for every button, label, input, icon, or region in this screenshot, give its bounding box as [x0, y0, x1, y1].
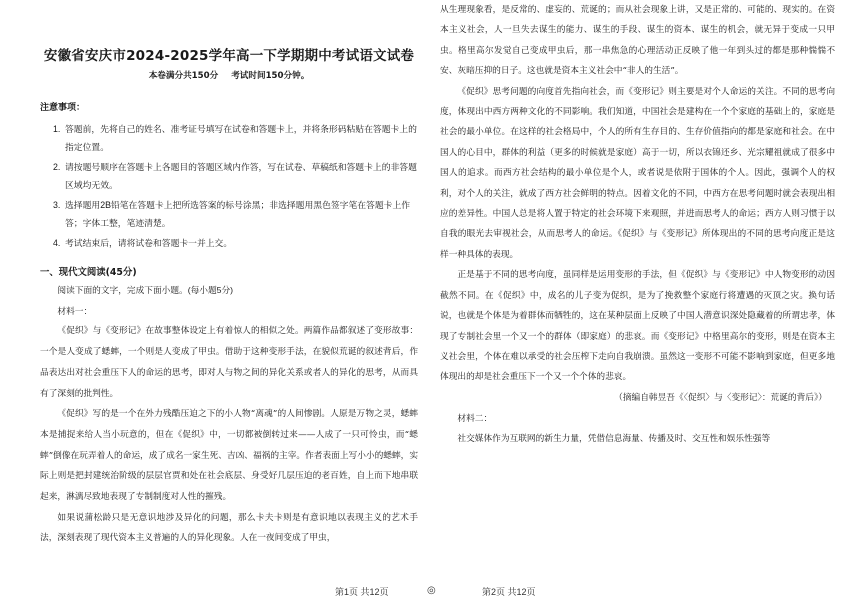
source-citation: （摘编自韩昱吾《〈促织〉与〈变形记〉：荒诞的背后》） — [614, 392, 827, 403]
page-number-right: 第2页 共12页 — [482, 587, 536, 597]
left-column — [40, 0, 418, 579]
notice-heading: 注意事项： — [40, 103, 86, 113]
body-paragraph: 《促织》思考问题的向度首先指向社会，而《变形记》则主要是对个人命运的关注。不同的思考向度，体现出中西方两种文化的不同影响。我们知道，中国社会是建构在一个个家庭的基础上的，家庭是社会的最小单位。在这样的社会格局中，个人的所有生存目的、生存价值指向的都是家庭和社会。在中国人的心目中，群体的利益（更多的时候就是家庭）高于一切，所以衣锦还乡、光宗耀祖就成了很多中国人的追求。而西方社会结构的最小单位是个人，或者说是依附于国体的个人。因此，强调个人的权利，对个人的关注，就成了西方社会鲜明的特点。因着文化的不同，中西方在思考问题时就会表现出相应的差异性。中国人总是将人置于特定的社会环境下来观照，并进而思考人的命运；西方人则习惯于以自我的眼光去审视社会，从而思考人的命运。《促织》与《变形记》所体现出的不同的思考向度正是这样一种具体的表现。 — [440, 86, 835, 260]
body-paragraph: 社交媒体作为互联网的新生力量，凭借信息海量、传播及时、交互性和娱乐性强等 — [457, 433, 771, 444]
notice-number: 3. — [53, 200, 61, 210]
notice-number: 1. — [53, 124, 61, 134]
right-column — [440, 0, 835, 579]
notice-text: 请按题号顺序在答题卡上各题目的答题区域内作答，写在试卷、草稿纸和答题卡上的非答题区域均无效。 — [65, 162, 417, 190]
body-paragraph: 正是基于不同的思考向度，虽同样是运用变形的手法，但《促织》与《变形记》中人物变形的动因截然不同。在《促织》中，成名的儿子变为促织，是为了挽救整个家庭行将遭遇的灭顶之灾。换句话说，也就是个体是为着群体而牺牲的，这在某种层面上反映了中国人潜意识深处隐藏着的所谓忠孝，体现了专制社会里一个又一个的群体（即家庭）的悲哀。而《变形记》中格里高尔的变形，则是在资本主义社会里，个体在难以承受的社会压榨下走向自我崩溃。虽然这一变形不可能不影响到家庭，但更多地体现出的却是社会重压下一个又一个个体的悲哀。 — [440, 270, 835, 383]
exam-subtitle: 本卷满分共150分 考试时间150分钟。 — [148, 71, 310, 81]
notice-item — [53, 158, 418, 194]
body-paragraph: 从生理现象看，是反常的、虚妄的、荒诞的；而从社会现象上讲，又是正常的、可能的、现实的。在资本主义社会，人一旦失去谋生的能力、谋生的手段、谋生的资本、谋生的机会，就无异于变成一只甲虫。格里高尔发觉自己变成甲虫后，那一串焦急的心理活动正反映了他一年到头过的都是那种惴惴不安、灰暗压抑的日子。这也就是资本主义社会中“非人的生活”。 — [440, 5, 835, 77]
notice-item — [53, 196, 418, 232]
notice-item — [53, 234, 418, 252]
notice-number: 2. — [53, 162, 61, 172]
notice-text: 考试结束后，请将试卷和答题卡一并上交。 — [65, 238, 233, 248]
material-one-label: 材料一： — [57, 305, 93, 316]
material-two-label: 材料二： — [457, 413, 493, 424]
notice-text: 答题前，先将自己的姓名、准考证号填写在试卷和答题卡上，并将条形码粘贴在答题卡上的指定位置。 — [65, 124, 417, 152]
page-number-left: 第1页 共12页 — [335, 587, 389, 597]
body-paragraph: 如果说蒲松龄只是无意识地涉及异化的问题，那么卡夫卡则是有意识地以表现主义的艺术手法，深刻表现了现代资本主义普遍的人的异化现象。人在一夜间变成了甲虫， — [40, 512, 418, 544]
exam-title: 安徽省安庆市2024-2025学年高一下学期期中考试语文试卷 — [43, 48, 415, 64]
notice-number: 4. — [53, 238, 61, 248]
reading-instruction: 阅读下面的文字，完成下面小题。(每小题5分) — [57, 285, 234, 295]
notice-item — [53, 120, 418, 156]
notice-text: 选择题用2B铅笔在答题卡上把所选答案的标号涂黑；非选择题用黑色签字笔在答题卡上作答；字体工整，笔迹清楚。 — [65, 200, 411, 228]
body-paragraph: 《促织》写的是一个在外力残酷压迫之下的小人物“离魂”的人间惨剧。人原是万物之灵，蟋蟀本是捕捉来给人当小玩意的，但在《促织》中，一切都被倒转过来——人成了一只可怜虫，而“蟋蟀”倒像在玩弄着人的命运，成了成名一家生死、吉凶、福祸的主宰。作者表面上写小小的蟋蟀，实际上则是把封建统治阶级的层层官贾和处在社会底层、身受好几层压迫的老百姓，自上而下地串联起来，淋漓尽致地表现了专制制度对人性的摧残。 — [40, 409, 418, 503]
section-heading: 一、现代文阅读(45分) — [40, 267, 137, 278]
right-page — [430, 0, 860, 607]
center-mark: ◎ — [427, 585, 436, 596]
body-paragraph: 《促织》与《变形记》在故事整体设定上有着惊人的相似之处。两篇作品都叙述了变形故事：一个是人变成了蟋蟀，一个则是人变成了甲虫。借助于这种变形手法，在貌似荒诞的叙述背后，作品表达出对社会重压下人的命运的思考，即对人与物之间的异化关系或者人的异化的思考，从而具有了深刻的批判性。 — [40, 326, 418, 399]
notice-list — [40, 120, 418, 252]
